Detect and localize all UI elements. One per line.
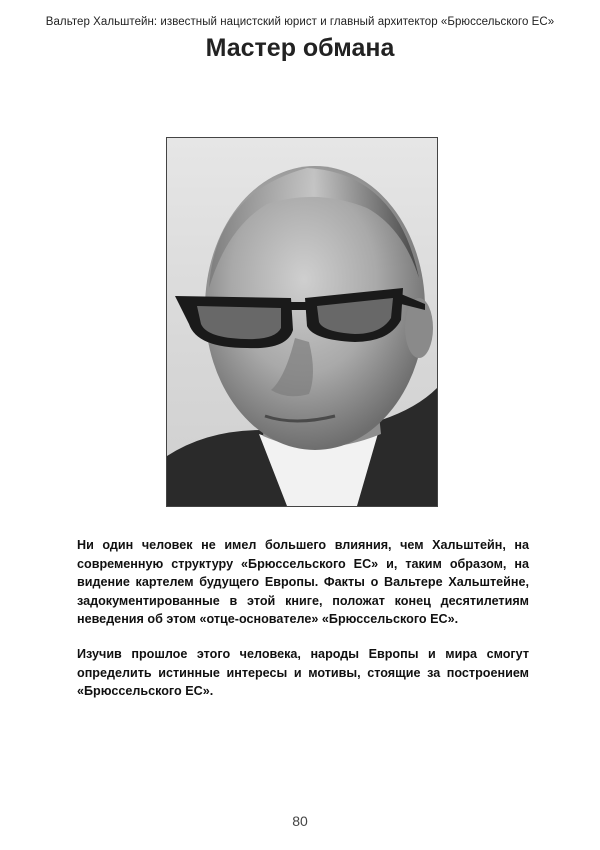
page-title: Мастер обмана (205, 34, 395, 62)
body-paragraph-1: Ни один человек не имел большего влияния, чем Хальштейн, на современную структуру «Брюссельского ЕС» и, таким образом, на видение картелем будущего Европы. Факты о Вальтере Хальштейне, задокументированные в этой книге, положат конец десятилетиям неведения об этом «отце-основателе» «Брюссельского ЕС». (77, 538, 529, 626)
body-paragraph-2: Изучив прошлое этого человека, народы Европы и мира смогут определить истинные интересы и мотивы, стоящие за построением «Брюссельского ЕС». (77, 647, 529, 698)
portrait-photo (166, 137, 438, 507)
page-number: 80 (292, 813, 308, 829)
running-header: Вальтер Хальштейн: известный нацистский юрист и главный архитектор «Брюссельского ЕС» (45, 16, 555, 28)
